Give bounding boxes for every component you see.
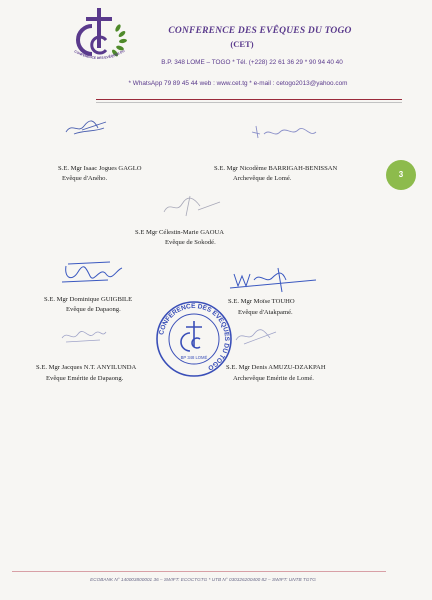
org-acronym: (CET) [230, 39, 254, 49]
signatory-title: Evêque d'Aného. [62, 175, 108, 182]
signatory-name: S.E Mgr Célestin-Marie GAOUA [135, 229, 225, 236]
signatory-name: S.E. Mgr Dominique GUIGBILE [44, 296, 133, 303]
header-rule-grey [96, 102, 402, 103]
signature-scribble [160, 192, 224, 218]
signature-scribble [228, 264, 320, 296]
stamp-ring-text: CONFERENCE DES EVÊQUES DU TOGO [158, 302, 231, 372]
org-address: B.P. 348 LOME – TOGO * Tél. (+228) 22 61 36 29 * 90 94 40 40 [161, 59, 343, 66]
signature-scribble [60, 258, 128, 288]
signatory-name: S.E. Mgr Denis AMUZU-DZAKPAH [226, 364, 326, 371]
signatory-title: Archevêque Emérite de Lomé. [233, 375, 314, 382]
signatory-name: S.E. Mgr Jacques N.T. ANYILUNDA [36, 364, 137, 371]
page-number-badge: 3 [386, 160, 416, 190]
org-title: CONFERENCE DES EVÊQUES DU TOGO [168, 26, 352, 36]
signature-scribble [232, 326, 280, 346]
signature-scribble [250, 122, 320, 144]
signatory-title: Evêque de Sokodé. [165, 239, 216, 246]
signatory-title: Evêque d'Atakpamé. [238, 309, 293, 316]
signature-scribble [60, 326, 108, 346]
logo-text: CONFERENCE DES EVÊQUES DU [73, 48, 126, 61]
bank-details: ECOBANK N° 140003800001 36 – SWIFT: ECOCTGTG * UTB N° 030326200400 82 – SWIFT: UNTB TGTG [90, 577, 316, 582]
official-stamp [154, 299, 234, 379]
cet-logo [62, 6, 136, 64]
footer-rule [12, 571, 386, 572]
signatory-title: Evêque de Dapaong. [66, 306, 121, 313]
org-contacts: * WhatsApp 79 89 45 44 web : www.cet.tg * e-mail : cetogo2013@yahoo.com [128, 80, 348, 87]
header-rule-red [96, 99, 402, 100]
stamp-inner-text: BP 348 LOMÉ [180, 355, 208, 360]
signatory-name: S.E. Mgr Moïse TOUHO [228, 298, 295, 305]
signatory-name: S.E. Mgr Isaac Jogues GAGLO [58, 165, 142, 172]
signatory-title: Evêque Emérite de Dapaong. [46, 375, 124, 382]
signatory-name: S.E. Mgr Nicodème BARRIGAH-BENISSAN [214, 165, 338, 172]
signatory-title: Archevêque de Lomé. [233, 175, 292, 182]
signature-scribble [64, 116, 110, 138]
